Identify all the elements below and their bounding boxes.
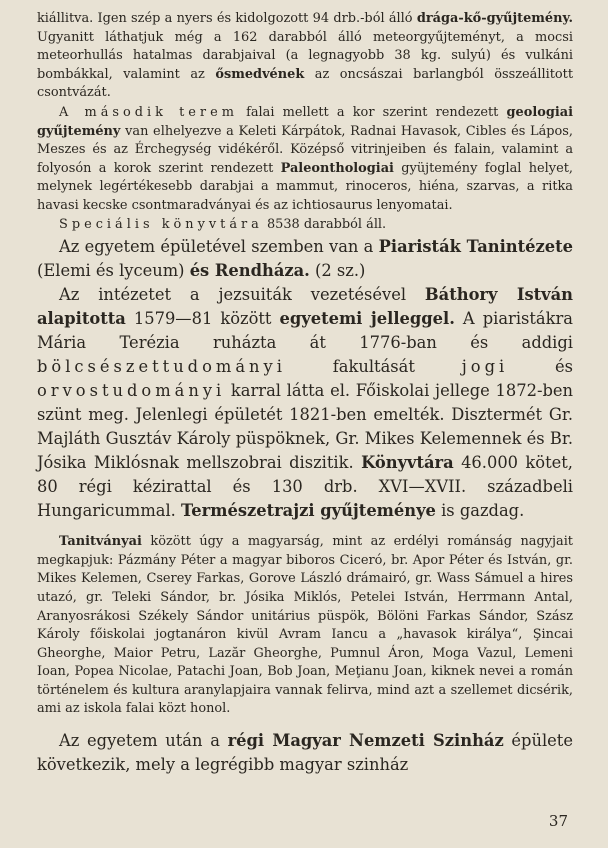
text-run: is gazdag.	[435, 501, 525, 521]
text-run: kiállitva. Igen szép a nyers és kidolgozott 94 drb.-ból álló	[37, 11, 417, 26]
bold-run: Könyvtára	[361, 453, 454, 473]
bold-run: Piaristák Tanintézete	[378, 237, 573, 257]
text-run: között úgy a magyarság, mint az erdélyi románság nagyjait megkapjuk: Pázmány Péter a magyar biboros Ciceró, br. Apor Péter és István, gr. Mikes Kelemen, Cserey Farkas, Gorove László drámairó, gr. Wass Sámuel a hires utazó, gr. Teleki Sándor, br. Jósika Miklós, Petelei István, Herrmann Antal, Aranyosrákosi Székely Sándor unitárius püspök, Bölöni Farkas Sándor, Szász Károly főiskolai jogtanáron kivül Avram Iancu a „havasok királya“, Şincai Gheorghe, Maior Petru, Lazăr Gheorghe, Pumnul Áron, Moga Vazul, Lemeni Ioan, Popea Nicolae, Patachi Joan, Bob Joan, Meţianu Joan, kiknek nevei a román történelem és kultura aranylapjaira vannak felirva, mind azt a szellemet dicsérik, ami az iskola falai közt honol.	[37, 534, 573, 717]
spaced-run: Speciális könyvtára	[59, 216, 263, 232]
text-run: az oncsászai barlangból összeállitott csontvázát.	[37, 66, 574, 101]
text-run: Az intézetet a jezsuiták vezetésével	[59, 285, 425, 305]
text-run: 1579—81 között	[125, 309, 280, 329]
text-run: van elhelyezve a Keleti Kárpátok, Radnai Havasok, Cibles és Lápos, Meszes és az Érchegység vidékéről. Középső vitrinjeiben és falain, valamint a folyosón a korok szerint rendezett	[37, 123, 573, 176]
text-run: 46.000 kötet, 80 régi kézirattal és 130 drb. XVI—XVII. századbeli Hungaricummal.	[37, 453, 573, 521]
paragraph-students	[37, 533, 573, 719]
text-run: (Elemi és lyceum)	[37, 261, 190, 281]
text-run: A piaristákra Mária Terézia ruházta át 1776-ban és addigi	[37, 309, 573, 353]
text-run: fakultását	[285, 357, 462, 377]
spaced-run: A második terem	[59, 104, 238, 120]
bold-run: Báthory István alapitotta	[37, 285, 573, 329]
bold-run: geologiai gyűjtemény	[37, 104, 573, 139]
text-run: karral látta el. Főiskolai jellege 1872-ben szünt meg. Jelenlegi épületét 1821-ben emelték. Disztermét Gr. Majláth Gusztáv Károly püspöknek, Gr. Mikes Kelemennek és Br. Jósika Miklósnak mellszobrai diszitik.	[37, 381, 573, 473]
text-run: falai mellett a kor szerint rendezett	[237, 104, 507, 120]
page-number: 37	[548, 812, 568, 830]
bold-run: Paleonthologiai	[280, 160, 394, 176]
paragraph-national-theatre	[37, 729, 573, 777]
paragraph-institute-history	[37, 283, 573, 523]
paragraph-piarist-school	[37, 235, 573, 283]
spaced-run: orvostudományi	[37, 381, 226, 401]
paragraph-special-library	[37, 216, 573, 235]
bold-run: ősmedvének	[215, 66, 305, 82]
text-run: gyüjtemény foglal helyet, melynek legértékesebb darabjai a mammut, rinoceros, hiéna, szarvas, a ritka havasi kecske csontmaradványai és az ichtiosaurus lenyomatai.	[37, 160, 573, 213]
bold-run: régi Magyar Nemzeti Szinház	[227, 731, 504, 751]
bold-run: egyetemi jelleggel.	[279, 309, 455, 329]
bold-run: Természetrajzi gyűjteménye	[181, 501, 436, 521]
spaced-run: jogi	[461, 357, 509, 377]
bold-run: és Rendháza.	[189, 261, 310, 281]
text-run: Ugyanitt láthatjuk még a 162 darabból álló meteorgyűjteményt, a mocsi meteorhullás hatalmas darabjaival (a legnagyobb 38 kg. sulyú) és vulkáni bombákkal, valamint az	[37, 29, 573, 82]
spaced-run: bölcsészettudományi	[37, 357, 286, 377]
text-run: (2 sz.)	[309, 261, 366, 281]
page-text	[37, 10, 573, 777]
paragraph-gem-collection	[37, 10, 573, 103]
text-run: Az egyetem épületével szemben van a	[59, 237, 379, 257]
text-run: Az egyetem után a	[59, 731, 228, 751]
text-run: épülete következik, mely a legrégibb magyar szinház	[37, 731, 573, 775]
paragraph-second-room	[37, 104, 573, 216]
text-run: és	[508, 357, 573, 377]
text-run: 8538 darabból áll.	[262, 216, 387, 232]
bold-run: drága-kő-gyűjtemény.	[416, 11, 573, 26]
bold-run: Tanitványai	[59, 534, 142, 550]
